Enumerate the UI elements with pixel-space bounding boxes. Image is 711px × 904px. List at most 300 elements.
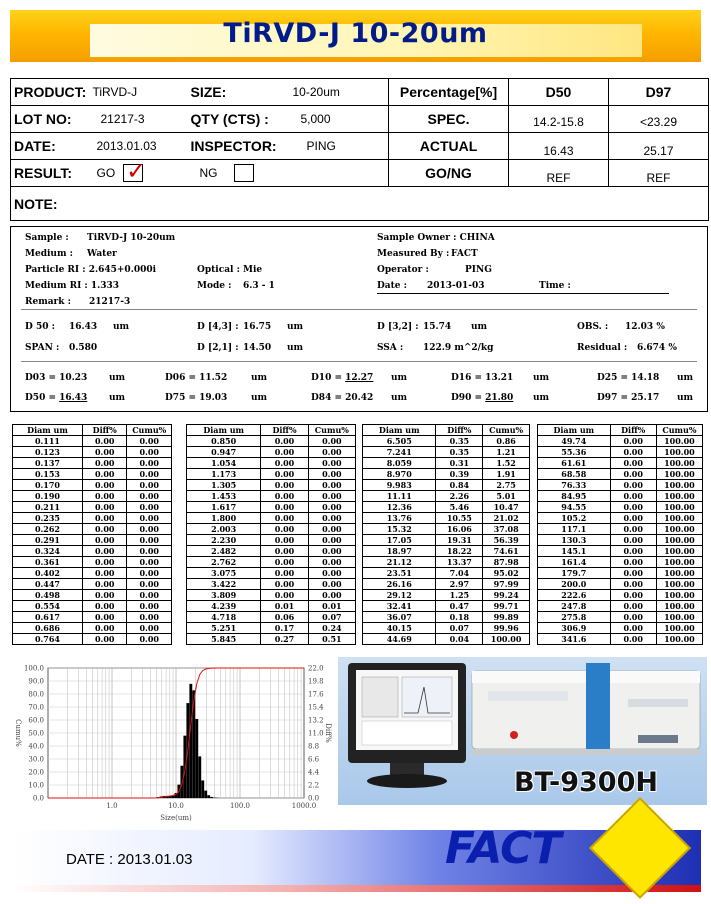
- table-cell: 100.00: [656, 546, 702, 557]
- table-cell: 0.498: [13, 590, 83, 601]
- table-row: [363, 612, 530, 623]
- table-row: [13, 491, 172, 502]
- table-cell: 0.00: [82, 601, 127, 612]
- table-cell: 0.00: [82, 546, 127, 557]
- table-cell: 0.00: [308, 524, 355, 535]
- table-cell: 95.02: [483, 568, 530, 579]
- table-cell: 161.4: [538, 557, 611, 568]
- table-cell: 0.00: [261, 469, 308, 480]
- table-cell: 0.00: [127, 590, 172, 601]
- table-row: [538, 491, 703, 502]
- d50-value-2: 16.43: [59, 393, 88, 403]
- table-cell: 0.291: [13, 535, 83, 546]
- table-cell: 0.07: [436, 623, 483, 634]
- table-row: [538, 502, 703, 513]
- table-cell: 0.00: [127, 480, 172, 491]
- table-cell: 0.51: [308, 634, 355, 645]
- table-cell: 222.6: [538, 590, 611, 601]
- spec-row-result: [11, 160, 709, 187]
- table-cell: 179.7: [538, 568, 611, 579]
- table-cell: 37.08: [483, 524, 530, 535]
- footer-stripe: [10, 885, 701, 892]
- column-header: Diam um: [363, 425, 436, 436]
- y-left-axis-label: Cumu%: [14, 719, 22, 747]
- size-value: 10-20um: [293, 79, 389, 106]
- table-cell: 26.16: [363, 579, 436, 590]
- table-cell: 94.55: [538, 502, 611, 513]
- table-cell: 9.983: [363, 480, 436, 491]
- d06-value: D06 = 11.52: [165, 373, 228, 383]
- table-cell: 100.00: [656, 480, 702, 491]
- date-value: 2013.01.03: [93, 133, 188, 160]
- table-cell: 0.35: [436, 447, 483, 458]
- table-cell: 0.18: [436, 612, 483, 623]
- table-cell: 68.58: [538, 469, 611, 480]
- table-cell: 0.00: [127, 612, 172, 623]
- x-tick-label: 100.0: [229, 802, 251, 810]
- table-row: [538, 601, 703, 612]
- table-cell: 5.845: [187, 634, 261, 645]
- table-row: [187, 513, 356, 524]
- y-right-tick-label: 19.8: [308, 677, 324, 686]
- y-right-tick-label: 15.4: [308, 703, 324, 712]
- y-left-tick-label: 80.0: [28, 690, 44, 699]
- table-row: [363, 623, 530, 634]
- ng-checkbox[interactable]: [234, 164, 254, 182]
- table-cell: 0.00: [261, 568, 308, 579]
- table-cell: 0.00: [127, 634, 172, 645]
- table-cell: 1.173: [187, 469, 261, 480]
- table-row: [187, 502, 356, 513]
- spec-row-note: [11, 187, 709, 221]
- column-header: Cumu%: [308, 425, 355, 436]
- footer-date: DATE : 2013.01.03: [66, 851, 193, 868]
- table-row: [187, 480, 356, 491]
- table-cell: 0.00: [127, 623, 172, 634]
- unit: um: [109, 393, 126, 403]
- diff-bar: [198, 756, 201, 798]
- table-cell: 0.137: [13, 458, 83, 469]
- inspector-label: INSPECTOR:: [188, 133, 293, 160]
- unit: um: [287, 322, 304, 332]
- table-cell: 0.554: [13, 601, 83, 612]
- table-cell: 0.00: [308, 469, 355, 480]
- table-cell: 0.00: [610, 612, 656, 623]
- unit: um: [391, 393, 408, 403]
- table-cell: 0.00: [308, 502, 355, 513]
- table-cell: 0.00: [82, 568, 127, 579]
- table-cell: 100.00: [656, 568, 702, 579]
- table-cell: 99.89: [483, 612, 530, 623]
- table-row: [187, 524, 356, 535]
- table-cell: 0.00: [82, 491, 127, 502]
- mode-value: 6.3 - 1: [243, 281, 275, 291]
- table-cell: 100.00: [656, 590, 702, 601]
- y-right-tick-label: 13.2: [308, 716, 324, 725]
- table-cell: 100.00: [656, 612, 702, 623]
- d97-value: D97 = 25.17: [597, 393, 660, 403]
- table-cell: 23.51: [363, 568, 436, 579]
- table-row: [13, 469, 172, 480]
- d90-label: D90 = 21.80: [451, 393, 514, 403]
- diff-bar: [204, 791, 207, 798]
- check-icon: ✓: [126, 157, 147, 185]
- table-cell: 0.947: [187, 447, 261, 458]
- table-cell: 1.800: [187, 513, 261, 524]
- table-cell: 0.17: [261, 623, 308, 634]
- table-cell: 0.07: [308, 612, 355, 623]
- table-row: [538, 623, 703, 634]
- d43-label: D [4,3] :: [197, 322, 239, 332]
- table-row: [13, 458, 172, 469]
- table-row: [538, 436, 703, 447]
- table-cell: 2.230: [187, 535, 261, 546]
- table-cell: 2.97: [436, 579, 483, 590]
- table-cell: 36.07: [363, 612, 436, 623]
- table-cell: 0.39: [436, 469, 483, 480]
- table-row: [538, 590, 703, 601]
- table-cell: 0.24: [308, 623, 355, 634]
- table-cell: 100.00: [483, 634, 530, 645]
- table-cell: 0.35: [436, 436, 483, 447]
- table-row: [538, 469, 703, 480]
- table-row: [13, 480, 172, 491]
- table-row: [13, 601, 172, 612]
- table-cell: 145.1: [538, 546, 611, 557]
- table-row: [187, 601, 356, 612]
- table-row: [13, 524, 172, 535]
- table-cell: 0.00: [127, 601, 172, 612]
- table-row: [363, 535, 530, 546]
- table-row: [363, 546, 530, 557]
- table-cell: 2.482: [187, 546, 261, 557]
- y-left-tick-label: 90.0: [28, 677, 44, 686]
- table-cell: 0.00: [308, 579, 355, 590]
- table-cell: 10.55: [436, 513, 483, 524]
- table-cell: 7.241: [363, 447, 436, 458]
- table-row: [363, 524, 530, 535]
- d50-spec: 14.2-15.8: [509, 106, 609, 133]
- ssa-value: 122.9 m^2/kg: [423, 343, 494, 353]
- table-cell: 4.239: [187, 601, 261, 612]
- table-cell: 76.33: [538, 480, 611, 491]
- table-row: [13, 502, 172, 513]
- table-cell: 97.99: [483, 579, 530, 590]
- table-cell: 0.31: [436, 458, 483, 469]
- table-cell: 0.00: [308, 590, 355, 601]
- table-cell: 15.32: [363, 524, 436, 535]
- table-cell: 0.00: [82, 524, 127, 535]
- medium-value: Water: [87, 249, 117, 259]
- remark-label: Remark :: [25, 297, 71, 307]
- table-row: [13, 612, 172, 623]
- product-model-label: BT-9300H: [514, 767, 658, 798]
- unit: um: [471, 322, 488, 332]
- table-cell: 0.00: [127, 491, 172, 502]
- table-cell: 2.762: [187, 557, 261, 568]
- table-row: [187, 590, 356, 601]
- distribution-table-1: [12, 424, 172, 645]
- medium-ri: Medium RI : 1.333: [25, 281, 120, 291]
- table-cell: 29.12: [363, 590, 436, 601]
- table-cell: 0.324: [13, 546, 83, 557]
- y-left-tick-label: 30.0: [28, 755, 44, 764]
- table-cell: 306.9: [538, 623, 611, 634]
- d03-value: D03 = 10.23: [25, 373, 88, 383]
- d84-value: D84 = 20.42: [311, 393, 374, 403]
- table-cell: 0.00: [127, 557, 172, 568]
- table-cell: 0.00: [261, 524, 308, 535]
- table-cell: 99.71: [483, 601, 530, 612]
- table-cell: 5.251: [187, 623, 261, 634]
- x-tick-label: 1.0: [106, 802, 118, 810]
- measurement-summary: [10, 226, 708, 412]
- table-cell: 21.12: [363, 557, 436, 568]
- table-row: [363, 469, 530, 480]
- unit: um: [251, 393, 268, 403]
- table-cell: 99.24: [483, 590, 530, 601]
- table-row: [187, 469, 356, 480]
- table-cell: 5.46: [436, 502, 483, 513]
- table-cell: 0.00: [261, 579, 308, 590]
- table-cell: 100.00: [656, 513, 702, 524]
- table-cell: 17.05: [363, 535, 436, 546]
- d21-label: D [2,1] :: [197, 343, 239, 353]
- table-cell: 0.00: [610, 502, 656, 513]
- table-cell: 0.86: [483, 436, 530, 447]
- table-row: [363, 590, 530, 601]
- table-cell: 0.00: [308, 513, 355, 524]
- table-row: [538, 546, 703, 557]
- distribution-table-2: [186, 424, 356, 645]
- date-label: DATE:: [11, 133, 93, 160]
- x-axis-label: Size(um): [160, 814, 192, 822]
- y-left-tick-label: 10.0: [28, 781, 44, 790]
- table-cell: 0.27: [261, 634, 308, 645]
- remark-value: 21217-3: [89, 297, 131, 307]
- table-row: [538, 612, 703, 623]
- column-header: Diff%: [261, 425, 308, 436]
- d21-value: 14.50: [243, 343, 272, 353]
- mode-label: Mode :: [197, 281, 232, 291]
- d97-header: D97: [609, 79, 709, 106]
- table-cell: 0.850: [187, 436, 261, 447]
- table-cell: 117.1: [538, 524, 611, 535]
- table-cell: 13.76: [363, 513, 436, 524]
- divider: [21, 361, 697, 362]
- sample-owner: Sample Owner : CHINA: [377, 233, 495, 243]
- go-checkbox[interactable]: [123, 157, 147, 185]
- table-cell: 74.61: [483, 546, 530, 557]
- table-cell: 1.52: [483, 458, 530, 469]
- table-row: [363, 557, 530, 568]
- table-cell: 0.00: [82, 634, 127, 645]
- table-cell: 0.00: [261, 436, 308, 447]
- table-row: [363, 513, 530, 524]
- table-cell: 0.00: [82, 502, 127, 513]
- table-cell: 0.47: [436, 601, 483, 612]
- y-right-axis-label: Diff%: [324, 723, 332, 743]
- diff-bar: [210, 797, 213, 798]
- column-header: Diff%: [436, 425, 483, 436]
- residual-label: Residual :: [577, 343, 628, 353]
- table-cell: 0.262: [13, 524, 83, 535]
- table-row: [363, 634, 530, 645]
- table-row: [13, 546, 172, 557]
- y-left-tick-label: 40.0: [28, 742, 44, 751]
- table-cell: 0.00: [82, 458, 127, 469]
- d97-actual: 25.17: [609, 133, 709, 160]
- table-cell: 0.00: [127, 579, 172, 590]
- table-cell: 0.00: [82, 590, 127, 601]
- y-left-tick-label: 60.0: [28, 716, 44, 725]
- table-cell: 0.00: [82, 480, 127, 491]
- actual-header: ACTUAL: [389, 133, 509, 160]
- table-cell: 3.422: [187, 579, 261, 590]
- table-row: [187, 579, 356, 590]
- table-cell: 0.00: [308, 491, 355, 502]
- y-right-tick-label: 11.0: [308, 729, 324, 738]
- d97-spec: <23.29: [609, 106, 709, 133]
- table-cell: 61.61: [538, 458, 611, 469]
- sample-value: TiRVD-J 10-20um: [87, 233, 176, 243]
- sample-label: Sample :: [25, 233, 69, 243]
- table-cell: 0.00: [610, 436, 656, 447]
- table-row: [538, 568, 703, 579]
- table-row: [538, 535, 703, 546]
- x-tick-label: 10.0: [168, 802, 184, 810]
- table-cell: 0.00: [610, 579, 656, 590]
- lot-value: 21217-3: [93, 106, 188, 133]
- d97-result: REF: [609, 160, 709, 187]
- d43-value: 16.75: [243, 322, 272, 332]
- table-row: [538, 447, 703, 458]
- table-cell: 0.04: [436, 634, 483, 645]
- table-cell: 0.00: [82, 436, 127, 447]
- unit: um: [109, 373, 126, 383]
- table-cell: 130.3: [538, 535, 611, 546]
- table-cell: 99.96: [483, 623, 530, 634]
- table-row: [363, 447, 530, 458]
- table-cell: 0.00: [82, 447, 127, 458]
- spec-header: SPEC.: [389, 106, 509, 133]
- table-cell: 87.98: [483, 557, 530, 568]
- measured-by-value: FACT: [451, 249, 478, 259]
- unit: um: [251, 373, 268, 383]
- operator-label: Operator :: [377, 265, 429, 275]
- fact-logo: FACT: [445, 823, 561, 874]
- table-row: [187, 557, 356, 568]
- table-cell: 44.69: [363, 634, 436, 645]
- table-cell: 0.00: [308, 447, 355, 458]
- table-cell: 3.809: [187, 590, 261, 601]
- d50-actual: 16.43: [509, 133, 609, 160]
- table-cell: 100.00: [656, 579, 702, 590]
- spec-row-lot: [11, 106, 709, 133]
- table-cell: 100.00: [656, 623, 702, 634]
- measured-by-label: Measured By :: [377, 249, 450, 259]
- table-cell: 0.00: [127, 436, 172, 447]
- diff-bar: [201, 780, 204, 798]
- table-cell: 1.054: [187, 458, 261, 469]
- table-cell: 0.00: [261, 502, 308, 513]
- y-right-tick-label: 6.6: [308, 755, 320, 764]
- y-right-tick-label: 17.6: [308, 690, 324, 699]
- table-row: [187, 436, 356, 447]
- page-title: TiRVD-J 10-20um: [223, 18, 488, 49]
- column-header: Cumu%: [127, 425, 172, 436]
- table-cell: 0.00: [127, 469, 172, 480]
- table-row: [13, 535, 172, 546]
- table-cell: 0.00: [308, 480, 355, 491]
- table-cell: 0.00: [308, 568, 355, 579]
- table-cell: 100.00: [656, 436, 702, 447]
- table-cell: 247.8: [538, 601, 611, 612]
- table-cell: 0.686: [13, 623, 83, 634]
- table-cell: 0.00: [610, 623, 656, 634]
- table-cell: 0.00: [308, 557, 355, 568]
- optical: Optical : Mie: [197, 265, 263, 275]
- table-cell: 5.01: [483, 491, 530, 502]
- unit: um: [533, 373, 550, 383]
- distribution-table-3: [362, 424, 530, 645]
- table-row: [13, 568, 172, 579]
- operator-value: PING: [465, 265, 492, 275]
- table-cell: 2.003: [187, 524, 261, 535]
- table-cell: 0.170: [13, 480, 83, 491]
- divider: [21, 309, 697, 310]
- y-right-tick-label: 0.0: [308, 794, 320, 803]
- table-cell: 56.39: [483, 535, 530, 546]
- table-cell: 1.25: [436, 590, 483, 601]
- d10-value: 12.27: [345, 373, 374, 383]
- unit: um: [287, 343, 304, 353]
- table-row: [363, 480, 530, 491]
- unit: um: [677, 373, 694, 383]
- table-row: [538, 579, 703, 590]
- go-cell: [93, 157, 188, 187]
- table-cell: 0.402: [13, 568, 83, 579]
- table-header-row: [13, 425, 172, 436]
- diff-bar: [207, 795, 210, 798]
- table-cell: 0.01: [261, 601, 308, 612]
- table-cell: 100.00: [656, 524, 702, 535]
- table-cell: 0.00: [610, 524, 656, 535]
- column-header: Diam um: [187, 425, 261, 436]
- table-cell: 55.36: [538, 447, 611, 458]
- column-header: Diam um: [538, 425, 611, 436]
- table-row: [13, 590, 172, 601]
- table-cell: 0.00: [308, 546, 355, 557]
- table-row: [187, 546, 356, 557]
- residual-value: 6.674 %: [637, 343, 677, 353]
- table-row: [187, 535, 356, 546]
- column-header: Cumu%: [656, 425, 702, 436]
- table-cell: 8.059: [363, 458, 436, 469]
- table-cell: 0.00: [308, 535, 355, 546]
- table-row: [538, 557, 703, 568]
- table-row: [13, 436, 172, 447]
- table-cell: 0.617: [13, 612, 83, 623]
- table-cell: 200.0: [538, 579, 611, 590]
- table-cell: 0.00: [261, 513, 308, 524]
- y-left-tick-label: 50.0: [28, 729, 44, 738]
- obs-value: 12.03 %: [625, 322, 665, 332]
- table-cell: 0.00: [82, 612, 127, 623]
- table-row: [363, 491, 530, 502]
- table-row: [13, 623, 172, 634]
- table-row: [538, 634, 703, 645]
